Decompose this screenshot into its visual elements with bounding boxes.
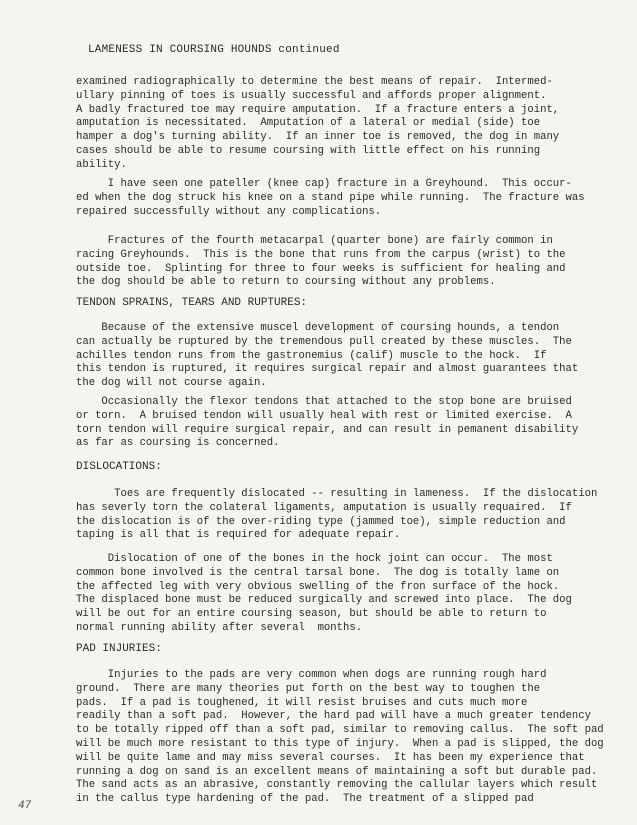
paragraph-tendon-rupture: Because of the extensive muscel development of coursing hounds, a tendon can actually be ruptured by the tremendous pull created by these muscles. The achilles tendon runs from the gastronemius (calif) muscle to the hock. If this tendon is ruptured, it requires surgical repair and almost guarantees that the dog will not course again. bbox=[76, 322, 579, 390]
paragraph-flexor-tendons: Occasionally the flexor tendons that attached to the stop bone are bruised or torn. A bruised tendon will usually heal with rest or limited exercise. A torn tendon will require surgical repair, and can result in pemanent disability as far as coursing is concerned. bbox=[76, 396, 579, 450]
paragraph-hock-dislocation: Dislocation of one of the bones in the hock joint can occur. The most common bone involved is the central tarsal bone. The dog is totally lame on the affected leg with very obvious swelling of the fron surface of the hock. The displaced bone must be reduced surgically and screwed into place. The dog will be out for an entire coursing season, but should be able to return to normal running ability after several months. bbox=[76, 553, 572, 634]
paragraph-pad-injuries: Injuries to the pads are very common when dogs are running rough hard ground. There are many theories put forth on the best way to toughen the pads. If a pad is toughened, it will resist bruises and cuts much more readily than a soft pad. However, the hard pad will have a much greater tendency to be totally ripped off than a soft pad, similar to removing callus. The soft pad will be much more resistant to this type of injury. When a pad is slipped, the dog will be quite lame and may miss several courses. It has been my experience that running a dog on sand is an excellent means of maintaining a soft but durable pad. The sand acts as an abrasive, constantly removing the callular layers which result in the callus type hardening of the pad. The treatment of a slipped pad bbox=[76, 669, 604, 806]
page-title: LAMENESS IN COURSING HOUNDS continued bbox=[88, 44, 340, 56]
paragraph-toe-dislocation: Toes are frequently dislocated -- resulting in lameness. If the dislocation has severly torn the colateral ligaments, amputation is usually requaired. If the dislocation is of the over-riding type (jammed toe), simple reduction and taping is all that is required for adequate repair. bbox=[76, 488, 598, 542]
paragraph-patella-fracture: I have seen one pateller (knee cap) fracture in a Greyhound. This occur- ed when the dog struck his knee on a stand pipe while running. The fracture was repaired successfully without any complications. bbox=[76, 178, 585, 218]
heading-pad-injuries: PAD INJURIES: bbox=[76, 643, 162, 655]
paragraph-toe-fractures: examined radiographically to determine the best means of repair. Intermed- ullary pinning of toes is usually successful and affords proper alignment. A badly fractured toe may require amputation. If a fracture enters a joint, amputation is necessitated. Amputation of a lateral or medial (side) toe hamper a dog's turning ability. If an inner toe is removed, the dog in many cases should be able to resume coursing with little effect on his running ability. bbox=[76, 76, 560, 171]
page-number: 47 bbox=[18, 800, 32, 812]
heading-tendon: TENDON SPRAINS, TEARS AND RUPTURES: bbox=[76, 297, 308, 309]
paragraph-metacarpal-fracture: Fractures of the fourth metacarpal (quarter bone) are fairly common in racing Greyhounds. This is the bone that runs from the carpus (wrist) to the outside toe. Splinting for three to four weeks is sufficient for healing and the dog should be able to return to coursing without any problems. bbox=[76, 235, 566, 289]
heading-dislocations: DISLOCATIONS: bbox=[76, 461, 162, 473]
